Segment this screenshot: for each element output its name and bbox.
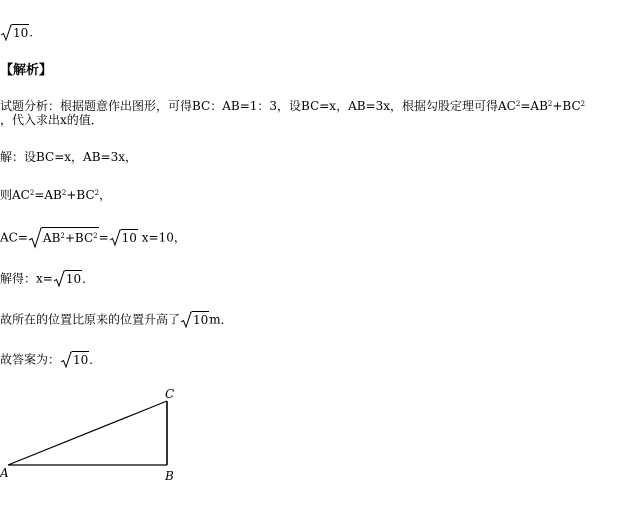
solution-set: 解：设BC=x，AB=3x， <box>0 150 137 164</box>
analysis-line-2: ，代入求出x的值． <box>0 113 103 127</box>
solution-pythagoras: 则$AC^2=AB^2+BC^2$， <box>0 188 112 202</box>
sqrt-symbol: 10 <box>180 311 209 329</box>
sqrt-symbol: 10 <box>60 351 89 369</box>
analysis-heading: 【解析】 <box>0 63 53 78</box>
sqrt-symbol: 10 <box>109 229 138 247</box>
top-answer: 10 . <box>0 24 33 42</box>
solution-solve: 解得：x= 10 ． <box>0 271 95 286</box>
vertex-label-a: A <box>0 466 9 480</box>
solution-conclusion: 故所在的位置比原来的位置升高了 10 m． <box>0 312 233 327</box>
side-ac <box>8 401 167 465</box>
sqrt-symbol: 10 <box>53 270 82 288</box>
vertex-label-b: B <box>165 469 174 483</box>
sqrt-symbol: $AB^2+BC^2$ <box>28 227 99 249</box>
analysis-line-1: 试题分析：根据题意作出图形，可得BC：AB=1：3，设BC=x，AB=3x，根据勾股定理可得$AC^2=AB^2+BC^2$ <box>0 99 586 113</box>
solution-ac: AC= $AB^2+BC^2$ = 10 x=10， <box>0 227 186 249</box>
sqrt-symbol: 10 <box>0 24 29 42</box>
solution-answer: 故答案为： 10 ． <box>0 352 102 367</box>
triangle-figure <box>0 385 200 485</box>
vertex-label-c: C <box>165 387 175 401</box>
